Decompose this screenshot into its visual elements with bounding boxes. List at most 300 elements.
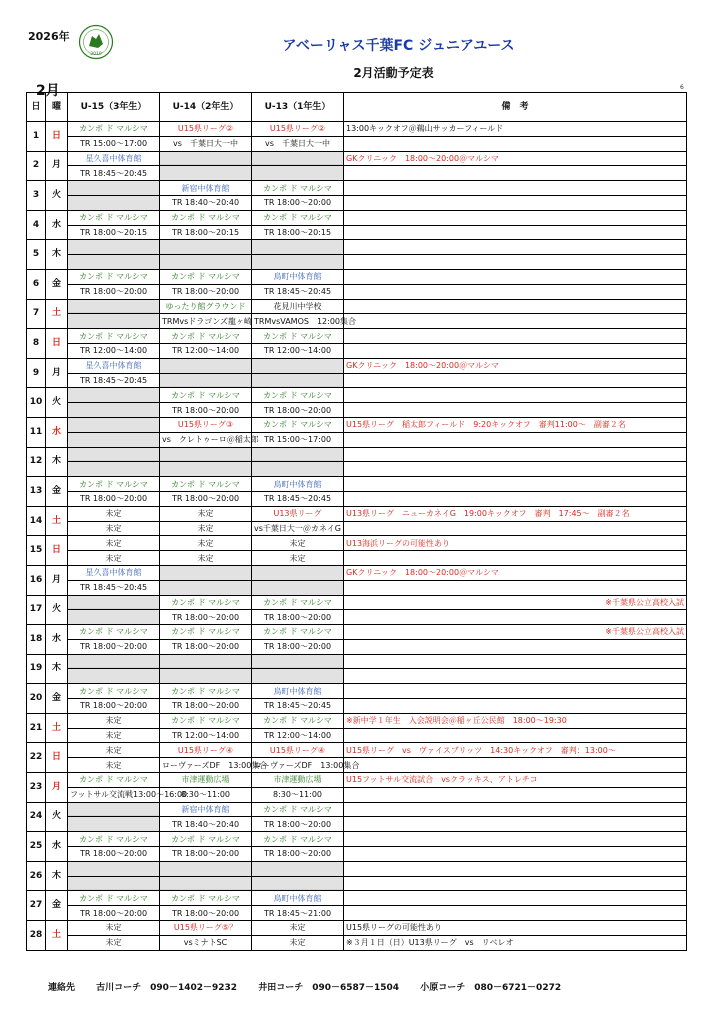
schedule-row bbox=[27, 580, 687, 595]
schedule-row bbox=[27, 847, 687, 862]
notes-cell bbox=[344, 861, 687, 876]
u13-cell bbox=[252, 255, 344, 270]
u14-cell: U15県リーグ③ bbox=[160, 417, 252, 432]
u15-cell: カンポ ド マルシマ bbox=[68, 329, 160, 344]
schedule-row bbox=[27, 477, 687, 492]
schedule-row bbox=[27, 536, 687, 551]
day-number: 18 bbox=[27, 625, 46, 655]
u13-cell: カンポ ド マルシマ bbox=[252, 329, 344, 344]
schedule-row bbox=[27, 343, 687, 358]
schedule-row bbox=[27, 876, 687, 891]
schedule-row bbox=[27, 891, 687, 906]
u13-cell: 鳥町中体育館 bbox=[252, 891, 344, 906]
u15-cell: 未定 bbox=[68, 743, 160, 758]
u15-cell: TR 18:00～20:00 bbox=[68, 639, 160, 654]
u14-cell: TR 18:00～20:00 bbox=[160, 847, 252, 862]
schedule-row bbox=[27, 817, 687, 832]
day-number: 14 bbox=[27, 506, 46, 536]
year-label: 2026年 bbox=[28, 30, 70, 43]
u13-cell bbox=[252, 447, 344, 462]
col-u15: U-15（3年生） bbox=[68, 93, 160, 122]
u15-cell bbox=[68, 181, 160, 196]
u13-cell: 未定 bbox=[252, 536, 344, 551]
notes-cell bbox=[344, 891, 687, 906]
u14-cell: 新宿中体育館 bbox=[160, 181, 252, 196]
u15-cell: カンポ ド マルシマ bbox=[68, 122, 160, 137]
schedule-row bbox=[27, 122, 687, 137]
u14-cell: TR 18:40～20:40 bbox=[160, 195, 252, 210]
u13-cell: カンポ ド マルシマ bbox=[252, 595, 344, 610]
u14-cell: 未定 bbox=[160, 551, 252, 566]
notes-cell bbox=[344, 403, 687, 418]
u14-cell: ローヴァーズDF 13:00集合 bbox=[160, 758, 252, 773]
u14-cell bbox=[160, 861, 252, 876]
schedule-row bbox=[27, 521, 687, 536]
u14-cell: カンポ ド マルシマ bbox=[160, 210, 252, 225]
notes-cell bbox=[344, 654, 687, 669]
notes-cell bbox=[344, 166, 687, 181]
u13-cell bbox=[252, 240, 344, 255]
schedule-row bbox=[27, 758, 687, 773]
u14-cell: カンポ ド マルシマ bbox=[160, 388, 252, 403]
u13-cell bbox=[252, 151, 344, 166]
weekday: 金 bbox=[46, 891, 68, 921]
weekday: 木 bbox=[46, 654, 68, 684]
schedule-row bbox=[27, 255, 687, 270]
col-notes: 備 考 bbox=[344, 93, 687, 122]
u15-cell: TR 18:45～20:45 bbox=[68, 373, 160, 388]
schedule-row bbox=[27, 417, 687, 432]
u15-cell: 未定 bbox=[68, 536, 160, 551]
u13-cell bbox=[252, 462, 344, 477]
u14-cell: U15県リーグ④ bbox=[160, 743, 252, 758]
contact-entry: 小原コーチ 080－6721－0272 bbox=[420, 983, 562, 993]
day-number: 2 bbox=[27, 151, 46, 181]
u13-cell bbox=[252, 861, 344, 876]
u13-cell: TR 18:45～20:45 bbox=[252, 284, 344, 299]
u15-cell bbox=[68, 610, 160, 625]
schedule-row bbox=[27, 669, 687, 684]
weekday: 日 bbox=[46, 536, 68, 566]
schedule-row bbox=[27, 565, 687, 580]
contact-footer bbox=[48, 980, 579, 993]
u15-cell: TR 18:00～20:15 bbox=[68, 225, 160, 240]
u15-cell: TR 18:00～20:00 bbox=[68, 284, 160, 299]
schedule-row bbox=[27, 654, 687, 669]
u13-cell: 未定 bbox=[252, 935, 344, 950]
notes-cell bbox=[344, 314, 687, 329]
notes-cell bbox=[344, 181, 687, 196]
u14-cell: TR 12:00～14:00 bbox=[160, 343, 252, 358]
schedule-row bbox=[27, 151, 687, 166]
u13-cell: カンポ ド マルシマ bbox=[252, 417, 344, 432]
schedule-title: 2月活動予定表 bbox=[353, 66, 434, 80]
u14-cell bbox=[160, 565, 252, 580]
u15-cell bbox=[68, 462, 160, 477]
notes-cell bbox=[344, 551, 687, 566]
notes-cell bbox=[344, 343, 687, 358]
u13-cell: 市津運動広場 bbox=[252, 773, 344, 788]
day-number: 16 bbox=[27, 565, 46, 595]
u13-cell: カンポ ド マルシマ bbox=[252, 713, 344, 728]
u14-cell bbox=[160, 876, 252, 891]
u14-cell: カンポ ド マルシマ bbox=[160, 891, 252, 906]
notes-cell bbox=[344, 240, 687, 255]
page-number: 6 bbox=[680, 84, 684, 91]
u15-cell: TR 18:45～20:45 bbox=[68, 580, 160, 595]
schedule-row bbox=[27, 166, 687, 181]
notes-cell bbox=[344, 521, 687, 536]
u15-cell bbox=[68, 595, 160, 610]
day-number: 27 bbox=[27, 891, 46, 921]
u15-cell: 未定 bbox=[68, 758, 160, 773]
u13-cell bbox=[252, 876, 344, 891]
u13-cell: vs千葉日大一＠カネイG bbox=[252, 521, 344, 536]
notes-cell bbox=[344, 906, 687, 921]
u14-cell: TRMvsドラゴンズ龍ヶ崎 bbox=[160, 314, 252, 329]
notes-cell: U15県リーグ 稲太郎フィールド 9:20キックオフ 審判11:00～ 副審２名 bbox=[344, 417, 687, 432]
u13-cell: TR 18:00～20:00 bbox=[252, 610, 344, 625]
table-header-row bbox=[27, 93, 687, 122]
weekday: 木 bbox=[46, 447, 68, 477]
col-day: 日 bbox=[27, 93, 46, 122]
u15-cell bbox=[68, 240, 160, 255]
u13-cell: TR 18:00～20:15 bbox=[252, 225, 344, 240]
notes-cell bbox=[344, 832, 687, 847]
schedule-row bbox=[27, 625, 687, 640]
day-number: 15 bbox=[27, 536, 46, 566]
u13-cell: カンポ ド マルシマ bbox=[252, 210, 344, 225]
schedule-row bbox=[27, 447, 687, 462]
u14-cell: カンポ ド マルシマ bbox=[160, 329, 252, 344]
u15-cell bbox=[68, 876, 160, 891]
schedule-row bbox=[27, 388, 687, 403]
u13-cell bbox=[252, 654, 344, 669]
u13-cell: カンポ ド マルシマ bbox=[252, 388, 344, 403]
u14-cell: 未定 bbox=[160, 521, 252, 536]
notes-cell bbox=[344, 491, 687, 506]
weekday: 火 bbox=[46, 388, 68, 418]
schedule-row bbox=[27, 713, 687, 728]
notes-cell bbox=[344, 269, 687, 284]
u15-cell: カンポ ド マルシマ bbox=[68, 684, 160, 699]
u14-cell: TR 18:00～20:00 bbox=[160, 610, 252, 625]
u13-cell: カンポ ド マルシマ bbox=[252, 181, 344, 196]
schedule-row bbox=[27, 299, 687, 314]
schedule-row bbox=[27, 462, 687, 477]
weekday: 火 bbox=[46, 802, 68, 832]
u15-cell: 星久喜中体育館 bbox=[68, 151, 160, 166]
notes-cell: ※千葉県公立高校入試 bbox=[344, 595, 687, 610]
u15-cell bbox=[68, 417, 160, 432]
u13-cell: TR 18:00～20:00 bbox=[252, 403, 344, 418]
notes-cell bbox=[344, 477, 687, 492]
notes-cell: ※千葉県公立高校入試 bbox=[344, 625, 687, 640]
u14-cell: カンポ ド マルシマ bbox=[160, 625, 252, 640]
schedule-row bbox=[27, 136, 687, 151]
notes-cell: GKクリニック 18:00～20:00＠マルシマ bbox=[344, 151, 687, 166]
u14-cell: TR 18:00～20:00 bbox=[160, 491, 252, 506]
u14-cell bbox=[160, 240, 252, 255]
u13-cell bbox=[252, 166, 344, 181]
schedule-row bbox=[27, 610, 687, 625]
weekday: 土 bbox=[46, 921, 68, 951]
schedule-row bbox=[27, 728, 687, 743]
weekday: 金 bbox=[46, 684, 68, 714]
u15-cell: カンポ ド マルシマ bbox=[68, 832, 160, 847]
u15-cell: TR 18:00～20:00 bbox=[68, 491, 160, 506]
u15-cell bbox=[68, 447, 160, 462]
weekday: 月 bbox=[46, 773, 68, 803]
schedule-row bbox=[27, 240, 687, 255]
schedule-row bbox=[27, 358, 687, 373]
u15-cell bbox=[68, 403, 160, 418]
notes-cell bbox=[344, 373, 687, 388]
u15-cell: TR 12:00～14:00 bbox=[68, 343, 160, 358]
notes-cell bbox=[344, 388, 687, 403]
u13-cell: 鳥町中体育館 bbox=[252, 269, 344, 284]
weekday: 火 bbox=[46, 595, 68, 625]
notes-cell: U15フットサル交流試合 vsクラッキス、アトレチコ bbox=[344, 773, 687, 788]
notes-cell: 13:00キックオフ＠鵜山サッカーフィールド bbox=[344, 122, 687, 137]
schedule-row bbox=[27, 225, 687, 240]
contact-label: 連絡先 bbox=[48, 983, 76, 993]
weekday: 日 bbox=[46, 122, 68, 152]
notes-cell bbox=[344, 225, 687, 240]
notes-cell bbox=[344, 462, 687, 477]
u13-cell: U15県リーグ② bbox=[252, 122, 344, 137]
weekday: 金 bbox=[46, 269, 68, 299]
notes-cell: ※新中学１年生 入会説明会＠稲ヶ丘公民館 18:00～19:30 bbox=[344, 713, 687, 728]
u15-cell bbox=[68, 195, 160, 210]
svg-text:2010: 2010 bbox=[90, 52, 102, 57]
u13-cell: U13県リーグ bbox=[252, 506, 344, 521]
u15-cell: 星久喜中体育館 bbox=[68, 358, 160, 373]
notes-cell bbox=[344, 817, 687, 832]
u14-cell bbox=[160, 580, 252, 595]
u15-cell bbox=[68, 314, 160, 329]
u13-cell: vs 千葉日大一中 bbox=[252, 136, 344, 151]
schedule-row bbox=[27, 935, 687, 950]
u14-cell: vs クレトゥーロ＠稲太郎 bbox=[160, 432, 252, 447]
day-number: 13 bbox=[27, 477, 46, 507]
u15-cell: 未定 bbox=[68, 935, 160, 950]
month-label: 2月 bbox=[36, 83, 60, 99]
u15-cell bbox=[68, 861, 160, 876]
notes-cell bbox=[344, 329, 687, 344]
contact-entry: 古川コーチ 090－1402－9232 bbox=[96, 983, 238, 993]
u14-cell bbox=[160, 373, 252, 388]
u15-cell: TR 18:45～20:45 bbox=[68, 166, 160, 181]
schedule-row bbox=[27, 699, 687, 714]
day-number: 11 bbox=[27, 417, 46, 447]
u15-cell: カンポ ド マルシマ bbox=[68, 269, 160, 284]
notes-cell: U15県リーグ vs ヴァイスブリッツ 14:30キックオフ 審判：13:00～ bbox=[344, 743, 687, 758]
u15-cell: カンポ ド マルシマ bbox=[68, 625, 160, 640]
weekday: 土 bbox=[46, 299, 68, 329]
col-u13: U-13（1年生） bbox=[252, 93, 344, 122]
weekday: 水 bbox=[46, 625, 68, 655]
u15-cell bbox=[68, 817, 160, 832]
u15-cell bbox=[68, 802, 160, 817]
u14-cell bbox=[160, 654, 252, 669]
u15-cell: TR 18:00～20:00 bbox=[68, 847, 160, 862]
weekday: 月 bbox=[46, 151, 68, 181]
weekday: 火 bbox=[46, 181, 68, 211]
u13-cell: カンポ ド マルシマ bbox=[252, 832, 344, 847]
notes-cell bbox=[344, 787, 687, 802]
u15-cell: 未定 bbox=[68, 713, 160, 728]
schedule-row bbox=[27, 906, 687, 921]
u14-cell: U15県リーグ⑤？ bbox=[160, 921, 252, 936]
schedule-row bbox=[27, 210, 687, 225]
u15-cell bbox=[68, 432, 160, 447]
u14-cell: カンポ ド マルシマ bbox=[160, 684, 252, 699]
weekday: 水 bbox=[46, 210, 68, 240]
u14-cell: vsミナトSC bbox=[160, 935, 252, 950]
weekday: 水 bbox=[46, 417, 68, 447]
u13-cell: TR 18:45～20:45 bbox=[252, 491, 344, 506]
day-number: 24 bbox=[27, 802, 46, 832]
day-number: 4 bbox=[27, 210, 46, 240]
day-number: 20 bbox=[27, 684, 46, 714]
day-number: 8 bbox=[27, 329, 46, 359]
notes-cell bbox=[344, 210, 687, 225]
u14-cell: カンポ ド マルシマ bbox=[160, 713, 252, 728]
notes-cell bbox=[344, 610, 687, 625]
weekday: 日 bbox=[46, 329, 68, 359]
weekday: 日 bbox=[46, 743, 68, 773]
u13-cell: 未定 bbox=[252, 921, 344, 936]
u14-cell: TR 18:00～20:00 bbox=[160, 906, 252, 921]
day-number: 26 bbox=[27, 861, 46, 891]
day-number: 25 bbox=[27, 832, 46, 862]
day-number: 19 bbox=[27, 654, 46, 684]
u15-cell bbox=[68, 388, 160, 403]
day-number: 17 bbox=[27, 595, 46, 625]
u14-cell: vs 千葉日大一中 bbox=[160, 136, 252, 151]
u15-cell: カンポ ド マルシマ bbox=[68, 477, 160, 492]
u15-cell: フットサル交流戦13:00～16:00 bbox=[68, 787, 160, 802]
u15-cell: 未定 bbox=[68, 506, 160, 521]
u15-cell bbox=[68, 299, 160, 314]
schedule-row bbox=[27, 773, 687, 788]
u15-cell: 未定 bbox=[68, 551, 160, 566]
u15-cell: カンポ ド マルシマ bbox=[68, 773, 160, 788]
u14-cell: TR 18:00～20:00 bbox=[160, 699, 252, 714]
u13-cell: ローヴァーズDF 13:00集合 bbox=[252, 758, 344, 773]
u13-cell: TR 18:00～20:00 bbox=[252, 847, 344, 862]
schedule-row bbox=[27, 832, 687, 847]
u14-cell bbox=[160, 166, 252, 181]
weekday: 土 bbox=[46, 506, 68, 536]
u14-cell: TR 18:00～20:00 bbox=[160, 403, 252, 418]
contact-entry: 井田コーチ 090－6587－1504 bbox=[258, 983, 400, 993]
u15-cell: カンポ ド マルシマ bbox=[68, 891, 160, 906]
u13-cell: TR 18:00～20:00 bbox=[252, 817, 344, 832]
notes-cell bbox=[344, 195, 687, 210]
u13-cell bbox=[252, 669, 344, 684]
u14-cell: カンポ ド マルシマ bbox=[160, 595, 252, 610]
col-u14: U-14（2年生） bbox=[160, 93, 252, 122]
notes-cell bbox=[344, 847, 687, 862]
u14-cell: TR 18:40～20:40 bbox=[160, 817, 252, 832]
u13-cell bbox=[252, 358, 344, 373]
schedule-row bbox=[27, 787, 687, 802]
weekday: 月 bbox=[46, 358, 68, 388]
u13-cell: TR 15:00～17:00 bbox=[252, 432, 344, 447]
weekday: 木 bbox=[46, 861, 68, 891]
day-number: 22 bbox=[27, 743, 46, 773]
u13-cell: TR 12:00～14:00 bbox=[252, 728, 344, 743]
u14-cell bbox=[160, 462, 252, 477]
day-number: 28 bbox=[27, 921, 46, 951]
u14-cell: カンポ ド マルシマ bbox=[160, 832, 252, 847]
schedule-row bbox=[27, 432, 687, 447]
day-number: 12 bbox=[27, 447, 46, 477]
u15-cell bbox=[68, 654, 160, 669]
u14-cell bbox=[160, 255, 252, 270]
u14-cell: 未定 bbox=[160, 506, 252, 521]
col-weekday: 曜 bbox=[46, 93, 68, 122]
u14-cell: 市津運動広場 bbox=[160, 773, 252, 788]
u13-cell: カンポ ド マルシマ bbox=[252, 625, 344, 640]
u14-cell: U15県リーグ② bbox=[160, 122, 252, 137]
schedule-row bbox=[27, 403, 687, 418]
u13-cell: 鳥町中体育館 bbox=[252, 684, 344, 699]
u15-cell: 未定 bbox=[68, 921, 160, 936]
day-number: 9 bbox=[27, 358, 46, 388]
u14-cell bbox=[160, 151, 252, 166]
schedule-row bbox=[27, 743, 687, 758]
notes-cell: U13海浜リーグの可能性あり bbox=[344, 536, 687, 551]
u14-cell: TR 12:00～14:00 bbox=[160, 728, 252, 743]
notes-cell bbox=[344, 580, 687, 595]
u13-cell: 花見川中学校 bbox=[252, 299, 344, 314]
day-number: 21 bbox=[27, 713, 46, 743]
u14-cell bbox=[160, 669, 252, 684]
day-number: 1 bbox=[27, 122, 46, 152]
weekday: 水 bbox=[46, 832, 68, 862]
schedule-row bbox=[27, 595, 687, 610]
schedule-row bbox=[27, 802, 687, 817]
notes-cell: GKクリニック 18:00～20:00＠マルシマ bbox=[344, 565, 687, 580]
notes-cell: U13県リーグ ニューカネイG 19:00キックオフ 審判 17:45～ 副審２名 bbox=[344, 506, 687, 521]
schedule-row bbox=[27, 551, 687, 566]
u14-cell: TR 18:00～20:00 bbox=[160, 639, 252, 654]
notes-cell bbox=[344, 876, 687, 891]
u14-cell: カンポ ド マルシマ bbox=[160, 477, 252, 492]
notes-cell bbox=[344, 639, 687, 654]
day-number: 3 bbox=[27, 181, 46, 211]
schedule-table bbox=[26, 92, 687, 951]
schedule-row bbox=[27, 195, 687, 210]
weekday: 月 bbox=[46, 565, 68, 595]
notes-cell bbox=[344, 136, 687, 151]
notes-cell bbox=[344, 432, 687, 447]
schedule-row bbox=[27, 921, 687, 936]
schedule-row bbox=[27, 491, 687, 506]
u13-cell: 8:30～11:00 bbox=[252, 787, 344, 802]
notes-cell: ※３月１日（日）U13県リーグ vs リベレオ bbox=[344, 935, 687, 950]
notes-cell bbox=[344, 802, 687, 817]
u15-cell: 未定 bbox=[68, 521, 160, 536]
notes-cell bbox=[344, 758, 687, 773]
u13-cell: U15県リーグ④ bbox=[252, 743, 344, 758]
weekday: 木 bbox=[46, 240, 68, 270]
day-number: 5 bbox=[27, 240, 46, 270]
day-number: 6 bbox=[27, 269, 46, 299]
